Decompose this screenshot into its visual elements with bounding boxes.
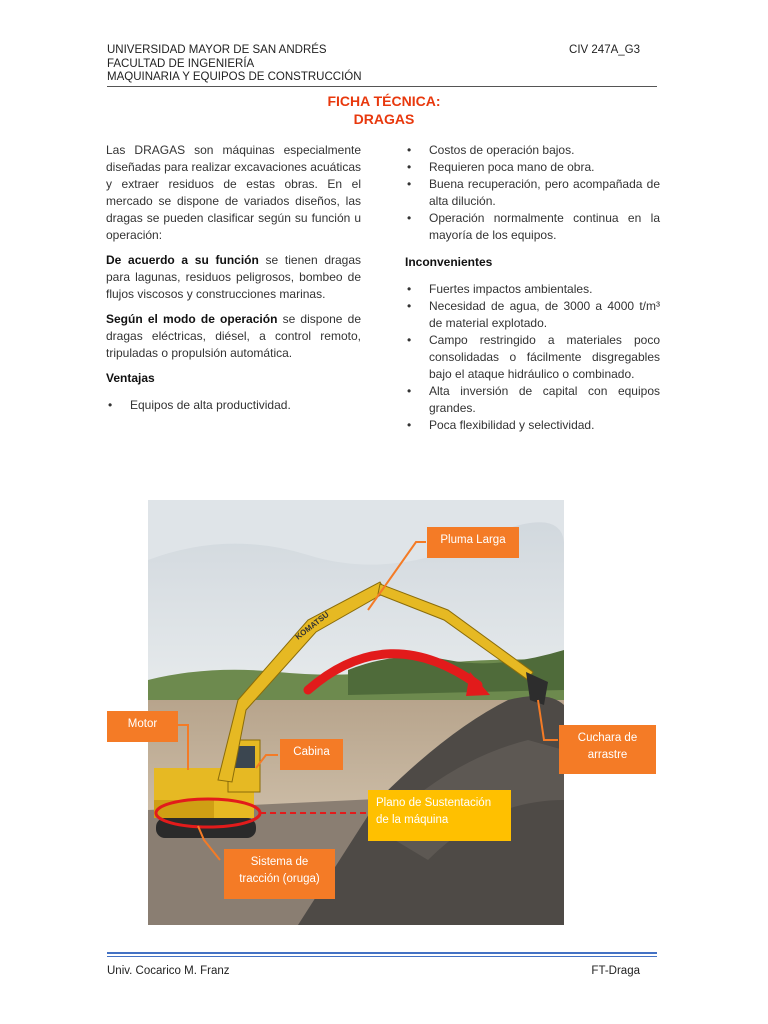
label-cabina: Cabina — [280, 739, 343, 770]
footer-author: Univ. Cocarico M. Franz — [107, 965, 230, 977]
footer-divider — [107, 952, 657, 954]
list-item: • Fuertes impactos ambientales. — [405, 281, 660, 298]
ventajas-heading: Ventajas — [106, 371, 155, 385]
title-line-2: DRAGAS — [353, 111, 415, 127]
excavator-illustration — [148, 500, 564, 925]
engine-housing — [154, 800, 214, 818]
footer-divider-thin — [107, 956, 657, 957]
label-pluma-larga: Pluma Larga — [427, 527, 519, 558]
function-text: se tienen dragas para lagunas, residuos peligrosos, bombeo de flujos viscosos y construcciones marinas. — [106, 253, 362, 301]
list-item: • Alta inversión de capital con equipos grandes. — [405, 383, 660, 417]
inconvenientes-list — [405, 281, 660, 434]
header-course-code: CIV 247A_G3 — [569, 44, 640, 56]
footer-doc-id: FT-Draga — [591, 965, 640, 977]
label-cuchara: Cuchara de arrastre — [559, 725, 656, 774]
operation-heading: Según el modo de operación — [106, 312, 278, 326]
ventajas-list-continued — [405, 142, 660, 244]
header-divider — [107, 86, 657, 87]
header-university: UNIVERSIDAD MAYOR DE SAN ANDRÉS — [107, 44, 327, 56]
boom-brand: KOMATSU — [293, 609, 331, 642]
list-item: • Campo restringido a materiales poco consolidadas o fácilmente disgregables bajo el ataque hidráulico o combinado. — [405, 332, 660, 383]
label-plano: Plano de Sustentación de la máquina — [368, 790, 511, 841]
header-course: MAQUINARIA Y EQUIPOS DE CONSTRUCCIÓN — [107, 71, 362, 83]
left-column — [106, 142, 361, 414]
list-item: • Poca flexibilidad y selectividad. — [405, 417, 660, 434]
list-item: • Necesidad de agua, de 3000 a 4000 t/m³ de material explotado. — [405, 298, 660, 332]
page-title — [0, 92, 768, 128]
ventajas-list — [106, 397, 361, 414]
list-item: • Operación normalmente continua en la mayoría de los equipos. — [405, 210, 660, 244]
title-line-1: FICHA TÉCNICA: — [327, 93, 441, 109]
inconvenientes-heading: Inconvenientes — [405, 255, 493, 269]
intro-paragraph: Las DRAGAS son máquinas especialmente diseñadas para realizar excavaciones acuáticas y extraer residuos de estas obras. En el mercado se dispone de variados diseños, las dragas se pueden clasificar según su función u operación: — [106, 143, 361, 242]
operation-paragraph — [106, 311, 361, 362]
right-column — [405, 142, 660, 434]
list-item: • Requieren poca mano de obra. — [405, 159, 660, 176]
label-traccion: Sistema de tracción (oruga) — [224, 849, 335, 899]
function-paragraph — [106, 252, 361, 303]
dredge-photo — [148, 500, 564, 925]
operation-text: se dispone de dragas eléctricas, diésel, a control remoto, tripuladas o propulsión automática. — [106, 312, 361, 360]
list-item: • Buena recuperación, pero acompañada de alta dilución. — [405, 176, 660, 210]
header-institution — [107, 44, 362, 85]
label-motor: Motor — [107, 711, 178, 742]
header-faculty: FACULTAD DE INGENIERÍA — [107, 57, 255, 70]
function-heading: De acuerdo a su función — [106, 253, 259, 267]
list-item: • Equipos de alta productividad. — [106, 397, 361, 414]
list-item: • Costos de operación bajos. — [405, 142, 660, 159]
